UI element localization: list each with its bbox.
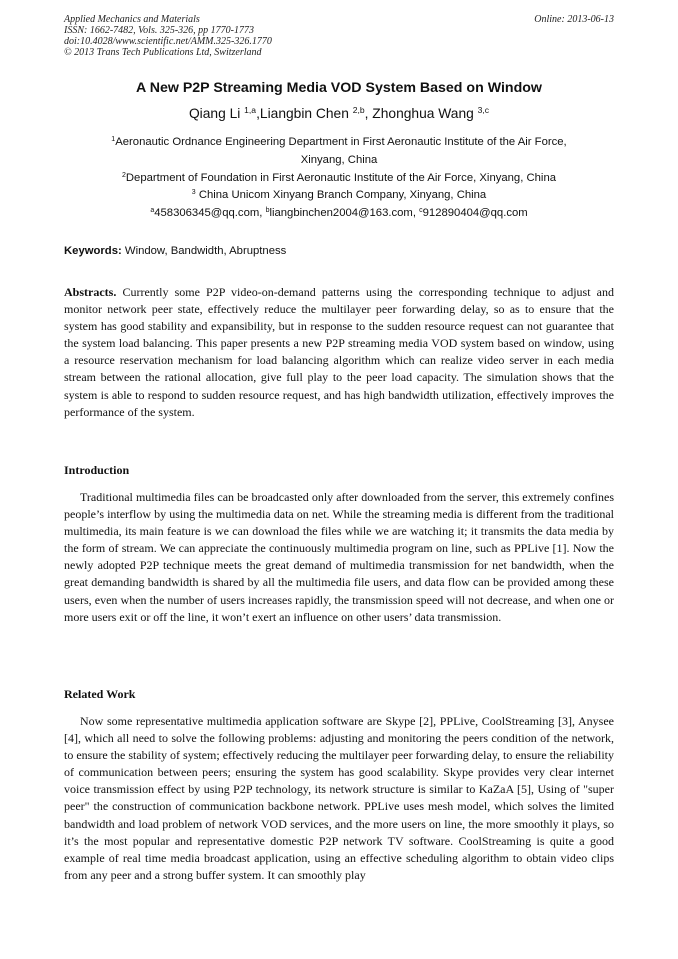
copyright-line: © 2013 Trans Tech Publications Ltd, Switzerland — [64, 47, 262, 58]
affiliation-text: Department of Foundation in First Aeronautic Institute of the Air Force, Xinyang, China — [125, 172, 557, 184]
affiliation-3 — [0, 189, 678, 201]
journal-name: Applied Mechanics and Materials — [64, 14, 200, 25]
keywords-text: Window, Bandwidth, Abruptness — [121, 245, 287, 257]
abstract-text: Currently some P2P video-on-demand patterns using the corresponding technique to adjust and monitor network peer state, effectively reduce the multilayer peer forwarding delay, so as to ensure that the system has good stability and expansibility, but in response to the sudden resource request can not guarantee that the system load balancing. This paper presents a new P2P streaming media VOD system based on window, using a resource reservation mechanism for load balancing algorithm which can realize video server in each media stream between the rational allocation, give full play to the peer load capacity. The simulation shows that the system is able to respond to sudden resource request, and has high bandwidth utilization, effectively improves the performance of the system. — [64, 285, 614, 419]
author-name: Zhonghua Wang — [372, 106, 478, 121]
email-line — [0, 207, 678, 219]
affiliation-sup: 3 — [191, 189, 196, 197]
section-heading-introduction: Introduction — [64, 463, 130, 477]
doi-line: doi:10.4028/www.scientific.net/AMM.325-326.1770 — [64, 36, 272, 47]
paper-title: A New P2P Streaming Media VOD System Based on Window — [136, 80, 542, 96]
email-address[interactable]: liangbinchen2004@163.com, — [269, 207, 420, 219]
email-address[interactable]: 912890404@qq.com — [422, 207, 528, 219]
related-work-text: Now some representative multimedia application software are Skype [2], PPLive, CoolStreaming [3], Anysee [4], which all need to solve the following problems: adjusting and monitoring the peers condition of the network, to ensure the stability of system; effectively reducing the multilayer peer forwarding delay, to ensure the reliability of communication between peers; ensuring the system has good scalability. Skype provides very clear internet voice transmission effect by using P2P technology, its network structure is similar to KaZaA [5], Using of "super peer" the construction of communication backbone network. PPLive uses mesh model, which solves the limited bandwidth and load problem of network VOD services, and the more users on line, the more smoothly it plays, so it’s the most popular and representative domestic P2P network TV software. CoolStreaming is quite a good example of real time media broadcast application, using an effective scheduling algorithm to obtain video clips from any peer and a strong buffer system. It can smoothly play — [64, 714, 614, 882]
affiliation-sup: 2 — [121, 172, 126, 180]
abstract-label: Abstracts. — [64, 285, 117, 299]
author-sep: , — [256, 106, 260, 121]
email-address[interactable]: 458306345@qq.com, — [154, 207, 266, 219]
email-sup: c — [419, 207, 423, 215]
abstract-paragraph — [64, 284, 614, 421]
email-sup: a — [150, 207, 155, 215]
author-sep: , — [364, 106, 373, 121]
keywords-label: Keywords: — [64, 245, 122, 257]
online-date: Online: 2013-06-13 — [534, 14, 614, 25]
issn-line: ISSN: 1662-7482, Vols. 325-326, pp 1770-1773 — [64, 25, 254, 36]
affiliation-1-cont — [0, 154, 678, 166]
email-sup: b — [265, 207, 270, 215]
author-list — [0, 106, 678, 121]
author-sup: 2,b — [352, 105, 365, 116]
related-work-paragraph — [64, 713, 614, 884]
introduction-paragraph — [64, 489, 614, 626]
author-sup: 1,a — [244, 105, 257, 116]
affiliation-text: Aeronautic Ordnance Engineering Department in First Aeronautic Institute of the Air Force, — [115, 136, 567, 148]
affiliation-text: China Unicom Xinyang Branch Company, Xinyang, China — [195, 189, 487, 201]
introduction-text: Traditional multimedia files can be broadcasted only after downloaded from the server, this extremely confines people’s interflow by using the multimedia data on net. While the streaming media is different from the traditional multimedia, its main feature is we can download the files while we are watching it; it transmits the data media by the form of stream. We can appreciate the continuously multimedia program on line, such as PPLive [1]. Now the newly adopted P2P technique meets the great demand of multimedia transmission for net bandwidth, when the great demanding bandwidth is shared by all the multimedia file users, and data flow can be provided among these users, even when the number of users increases rapidly, the transmission speed will not decrease, and when one or more users exit or off the line, it won’t exert an influence on other users’ data transmission. — [64, 490, 614, 624]
affiliation-2 — [0, 172, 678, 184]
section-heading-related-work: Related Work — [64, 687, 136, 701]
affiliation-sup: 1 — [111, 136, 116, 144]
journal-header — [64, 14, 614, 58]
keywords-line — [64, 245, 286, 257]
author-sup: 3,c — [477, 105, 490, 116]
affiliation-text: Xinyang, China — [300, 154, 378, 166]
author-name: Liangbin Chen — [259, 106, 353, 121]
affiliation-1 — [0, 136, 678, 148]
author-name: Qiang Li — [188, 106, 245, 121]
